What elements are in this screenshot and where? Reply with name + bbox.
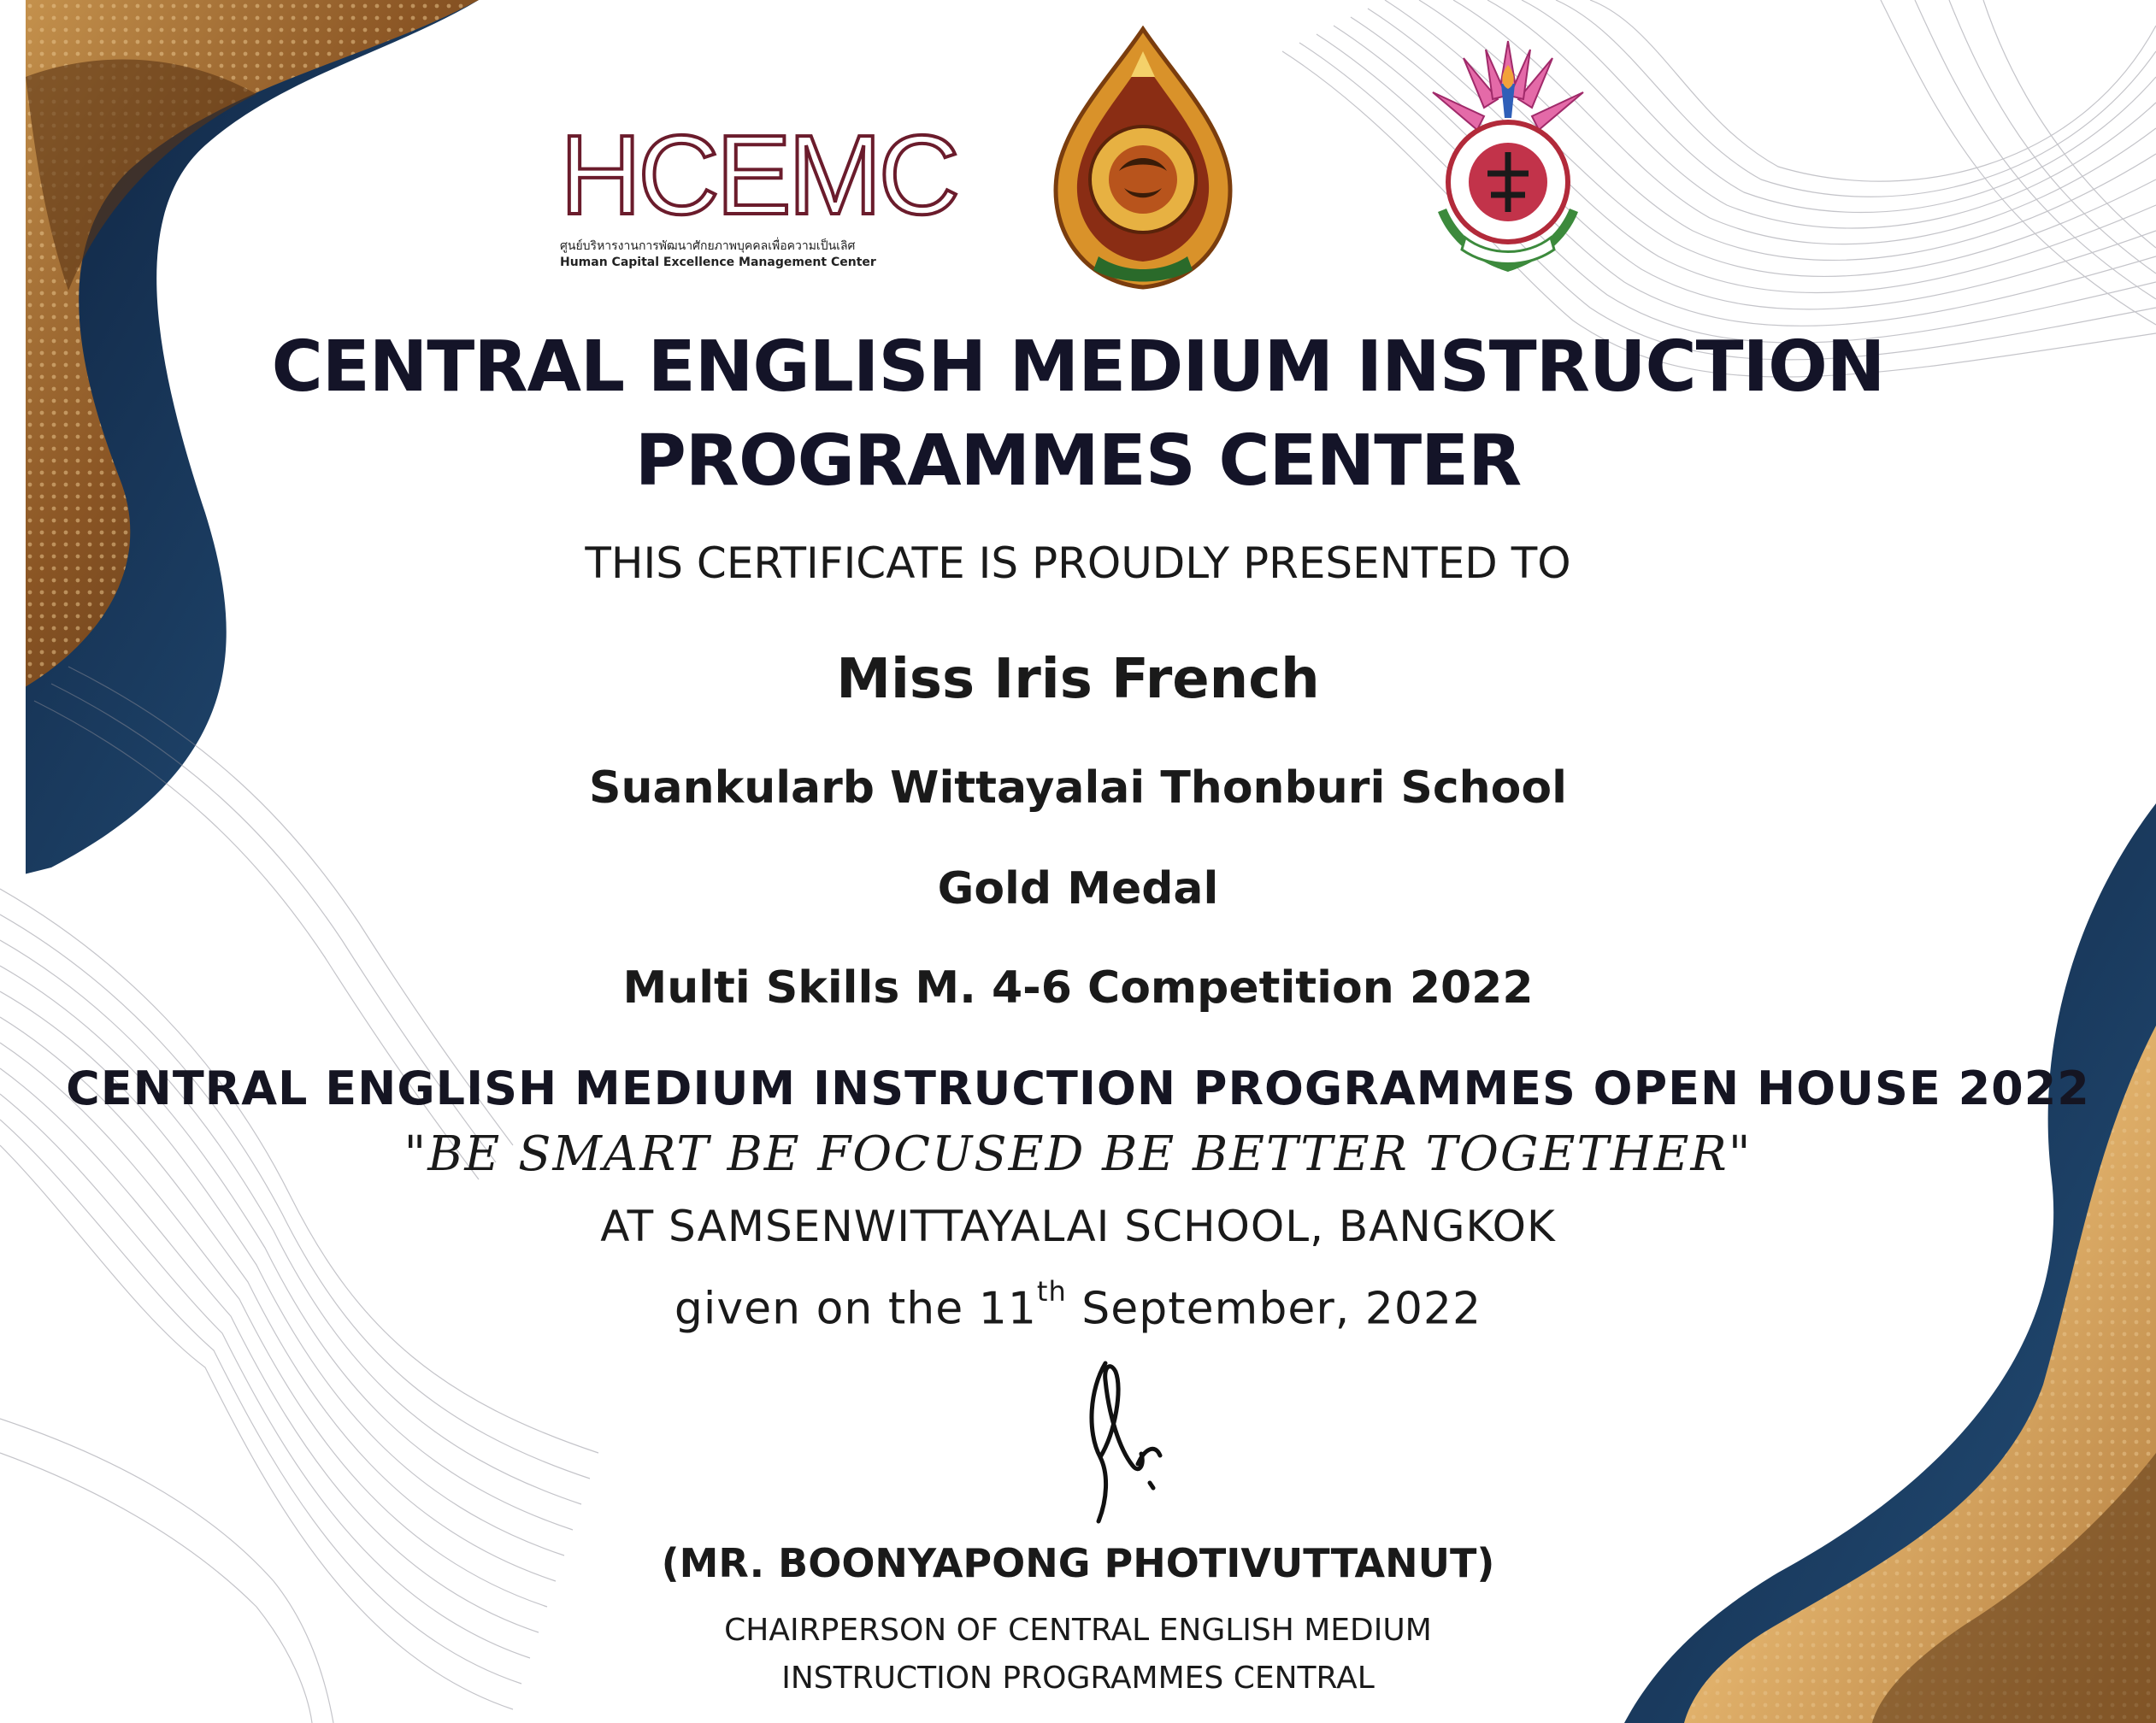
award-date: [0, 1275, 2156, 1335]
event-venue: AT SAMSENWITTAYALAI SCHOOL, BANGKOK: [600, 1202, 1556, 1251]
signer-role-line2: INSTRUCTION PROGRAMMES CENTRAL: [781, 1661, 1375, 1696]
award-name: Gold Medal: [937, 863, 1219, 914]
date-rest: September, 2022: [1066, 1283, 1482, 1335]
school-seal-icon: [1412, 32, 1605, 289]
hcemc-english-name: Human Capital Excellence Management Center: [560, 256, 876, 269]
event-name: CENTRAL ENGLISH MEDIUM INSTRUCTION PROGRAMMES OPEN HOUSE 2022: [66, 1061, 2090, 1115]
signer-role-line1: CHAIRPERSON OF CENTRAL ENGLISH MEDIUM: [724, 1613, 1432, 1648]
certificate-title-line1: CENTRAL ENGLISH MEDIUM INSTRUCTION: [271, 326, 1885, 408]
signer-name: (MR. BOONYAPONG PHOTIVUTTANUT): [661, 1540, 1495, 1586]
presented-to-label: THIS CERTIFICATE IS PROUDLY PRESENTED TO: [585, 538, 1571, 588]
hcemc-thai-name: ศูนย์บริหารงานการพัฒนาศักยภาพบุคคลเพื่อความเป็นเลิศ: [560, 239, 856, 253]
competition-name: Multi Skills M. 4-6 Competition 2022: [622, 962, 1534, 1014]
education-office-seal-icon: [1047, 26, 1240, 291]
logo-row: [0, 0, 2156, 308]
date-prefix: given on the 11: [674, 1283, 1037, 1335]
recipient-name: Miss Iris French: [836, 648, 1320, 711]
certificate-title-line2: PROGRAMMES CENTER: [634, 420, 1522, 502]
school-name: Suankularb Wittayalai Thonburi School: [589, 762, 1567, 814]
hcemc-wordmark: HCEMC: [560, 112, 957, 238]
signature-mark: [1056, 1355, 1193, 1526]
date-ordinal-suffix: th: [1036, 1275, 1067, 1308]
hcemc-logo: [560, 112, 957, 269]
event-slogan: "BE SMART BE FOCUSED BE BETTER TOGETHER": [404, 1126, 1752, 1182]
